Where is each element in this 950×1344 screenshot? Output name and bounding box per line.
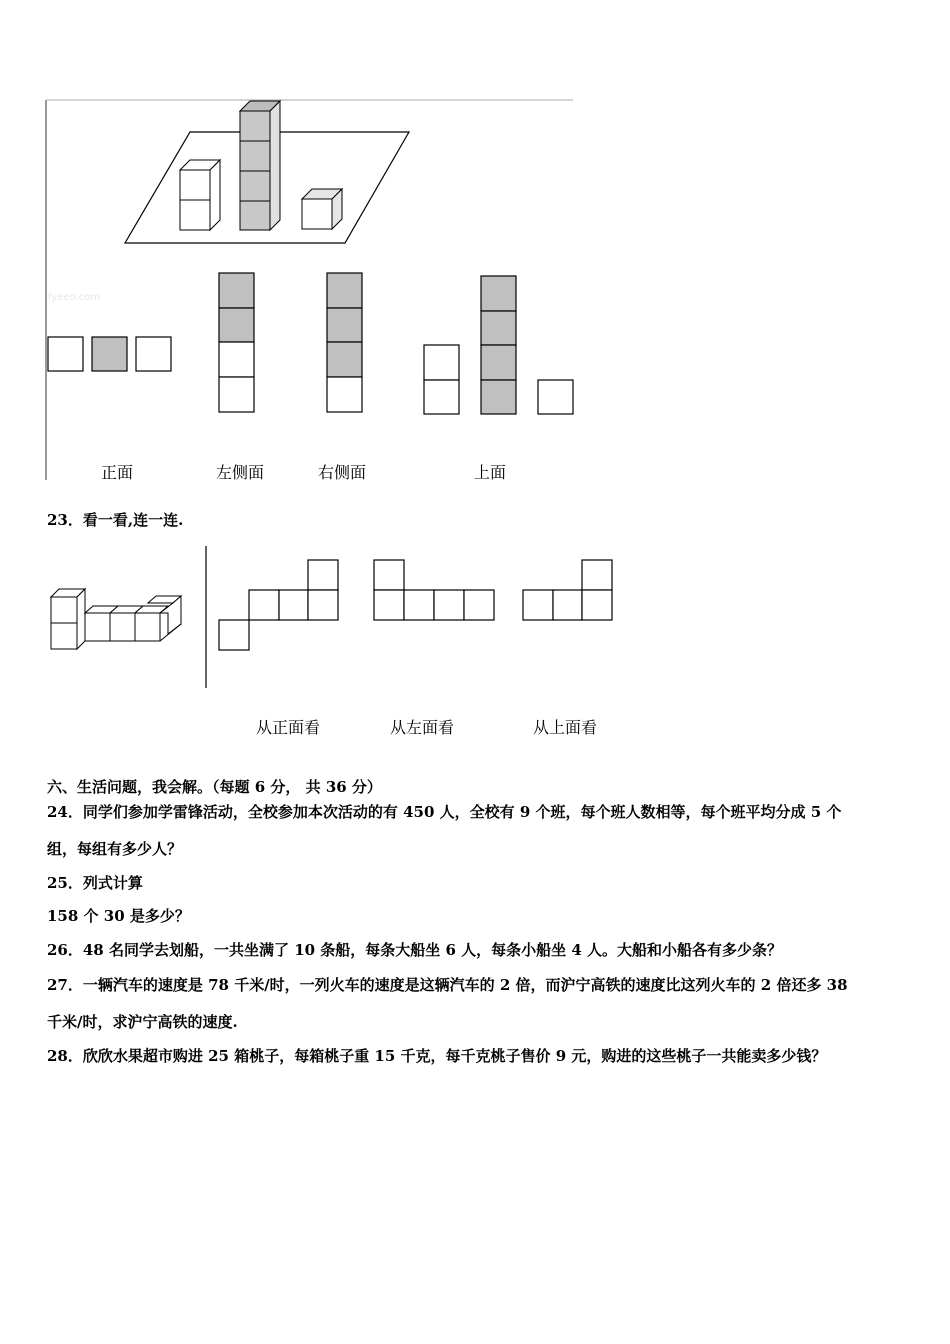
caption-right-side: 右侧面 (318, 463, 367, 482)
question-27-line2: 千米/时，求沪宁高铁的速度. (47, 1013, 238, 1031)
question-28: 28．欣欣水果超市购进 25 箱桃子，每箱桃子重 15 千克，每千克桃子售价 9 元，购进的这些桃子一共能卖多少钱？ (47, 1047, 827, 1065)
cube-stack-right (302, 189, 342, 229)
q23-view-option-3 (523, 560, 612, 620)
cube-stack-middle (240, 101, 280, 230)
watermark: fyeeo.com (48, 292, 101, 303)
left-side-view (219, 273, 254, 412)
caption-front: 正面 (101, 463, 134, 482)
caption-top: 上面 (474, 463, 507, 482)
section-6-heading: 六、生活问题，我会解。（每题 6 分， 共 36 分） (47, 778, 382, 796)
question-26: 26．48 名同学去划船，一共坐满了 10 条船，每条大船坐 6 人，每条小船坐 4 人。大船和小船各有多少条？ (47, 941, 783, 959)
q23-solid (51, 589, 181, 649)
q23-caption-top: 从上面看 (533, 718, 598, 737)
question-24-line1: 24．同学们参加学雷锋活动，全校参加本次活动的有 450 人，全校有 9 个班，每个班人数相等，每个班平均分成 5 个 (47, 803, 842, 821)
right-side-view (327, 273, 362, 412)
caption-left-side: 左侧面 (216, 463, 265, 482)
cube-views-figure (0, 0, 950, 500)
question-27-line1: 27．一辆汽车的速度是 78 千米/时，一列火车的速度是这辆汽车的 2 倍，而沪宁高铁的速度比这列火车的 2 倍还多 38 (47, 976, 848, 994)
q23-caption-front: 从正面看 (256, 718, 321, 737)
q23-caption-left: 从左面看 (390, 718, 455, 737)
cube-stack-left (180, 160, 220, 230)
q23-view-option-1 (219, 560, 338, 650)
question-25-line2: 158 个 30 是多少？ (47, 907, 190, 925)
question-24-line2: 组，每组有多少人？ (47, 840, 183, 858)
question-25-line1: 25．列式计算 (47, 874, 143, 892)
top-view (424, 276, 573, 414)
question-23: 23．看一看,连一连. (47, 511, 184, 529)
front-view (48, 337, 171, 371)
q23-view-option-2 (374, 560, 494, 620)
